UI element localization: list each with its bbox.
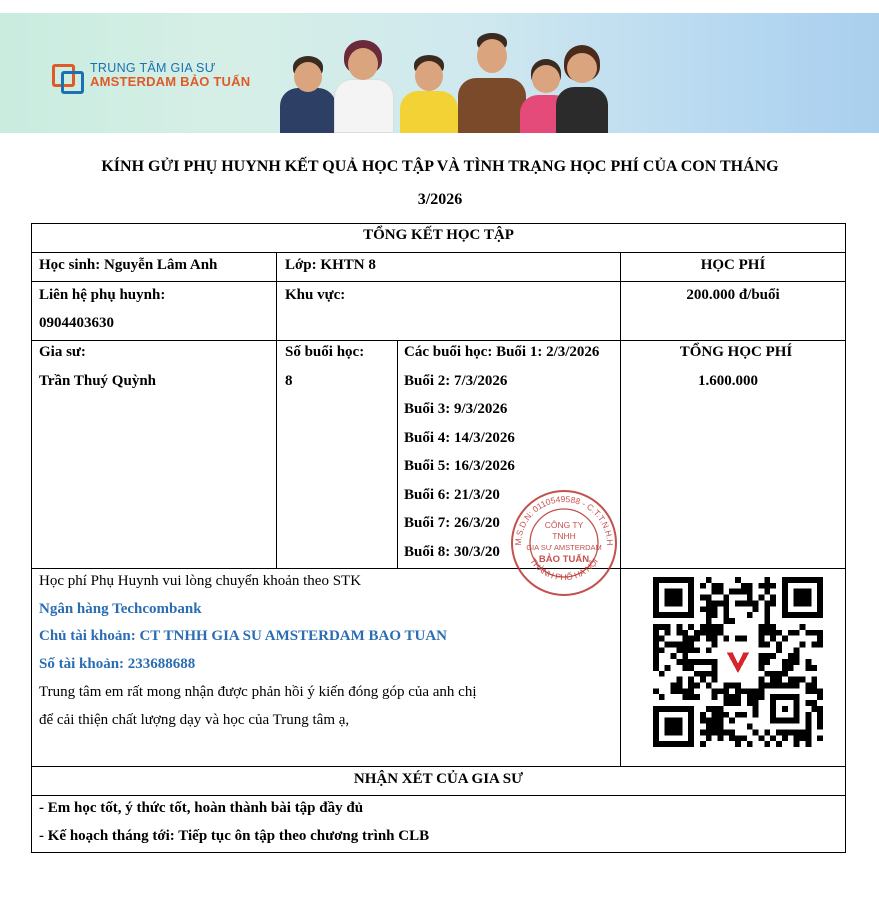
svg-text:BẢO TUẤN: BẢO TUẤN	[538, 554, 590, 565]
company-seal-stamp	[503, 487, 625, 599]
total-fee-label: TỔNG HỌC PHÍ	[679, 344, 793, 360]
banner-people-image	[270, 33, 610, 133]
fee-header: HỌC PHÍ	[700, 257, 766, 273]
account-number: Số tài khoản: 233688688	[39, 656, 196, 672]
account-holder: Chủ tài khoản: CT TNHH GIA SU AMSTERDAM BAO TUAN	[39, 628, 448, 644]
area-label: Khu vực:	[285, 287, 346, 303]
review-header: NHẬN XÉT CỦA GIA SƯ	[353, 771, 524, 787]
fee-per-session: 200.000 đ/buổi	[686, 287, 780, 303]
sessions-count: 8	[285, 373, 293, 389]
svg-text:TNHH: TNHH	[552, 531, 576, 541]
session-item: Buổi 6: 21/3/20	[404, 487, 500, 503]
feedback-note-line-1: Trung tâm em rất mong nhận được phản hồi ý kiến đóng góp của anh chị	[39, 684, 477, 700]
logo-icon	[52, 60, 82, 90]
feedback-note-line-2: để cải thiện chất lượng dạy và học của Trung tâm ạ,	[39, 712, 350, 728]
report-title-line-2: 3/2026	[417, 191, 463, 208]
logo-line-1: TRUNG TÂM GIA SƯ	[90, 61, 216, 75]
payment-intro: Học phí Phụ Huynh vui lòng chuyển khoản theo STK	[39, 573, 362, 589]
total-fee-value: 1.600.000	[698, 373, 758, 389]
center-logo	[52, 60, 250, 90]
svg-text:THÀNH PHỐ HÀ NỘI: THÀNH PHỐ HÀ NỘI	[528, 556, 600, 583]
sessions-count-label: Số buổi học:	[285, 344, 365, 360]
session-item: Buổi 8: 30/3/20	[404, 544, 500, 560]
session-item: Các buổi học: Buổi 1: 2/3/2026	[404, 344, 600, 360]
session-item: Buổi 4: 14/3/2026	[404, 430, 515, 446]
session-item: Buổi 7: 26/3/20	[404, 515, 500, 531]
table-header: TỔNG KẾT HỌC TẬP	[363, 227, 514, 243]
svg-text:GIA SƯ AMSTERDAM: GIA SƯ AMSTERDAM	[526, 543, 602, 552]
logo-line-2: AMSTERDAM BẢO TUẤN	[90, 74, 251, 89]
parent-contact-label: Liên hệ phụ huynh:	[39, 287, 166, 303]
tutor-name: Trần Thuý Quỳnh	[39, 373, 157, 389]
student-name: Học sinh: Nguyễn Lâm Anh	[39, 257, 218, 273]
bank-name: Ngân hàng Techcombank	[39, 601, 202, 617]
header-banner	[0, 13, 879, 133]
svg-text:M.S.D.N: 0110549588 - C.T.T.N.: M.S.D.N: 0110549588 - C.T.T.N.H.H	[512, 493, 616, 546]
parent-contact-phone: 0904403630	[39, 315, 114, 331]
review-line-2: - Kế hoạch tháng tới: Tiếp tục ôn tập theo chương trình CLB	[39, 828, 430, 844]
session-item: Buổi 2: 7/3/2026	[404, 373, 508, 389]
svg-text:CÔNG TY: CÔNG TY	[544, 520, 584, 530]
session-item: Buổi 5: 16/3/2026	[404, 458, 515, 474]
payment-qr-code[interactable]	[653, 576, 823, 748]
review-line-1: - Em học tốt, ý thức tốt, hoàn thành bài tập đầy đủ	[39, 800, 364, 816]
class-name: Lớp: KHTN 8	[285, 257, 376, 273]
tutor-label: Gia sư:	[39, 344, 86, 360]
session-item: Buổi 3: 9/3/2026	[404, 401, 508, 417]
report-title-line-1: KÍNH GỬI PHỤ HUYNH KẾT QUẢ HỌC TẬP VÀ TÌNH TRẠNG HỌC PHÍ CỦA CON THÁNG	[101, 158, 779, 175]
